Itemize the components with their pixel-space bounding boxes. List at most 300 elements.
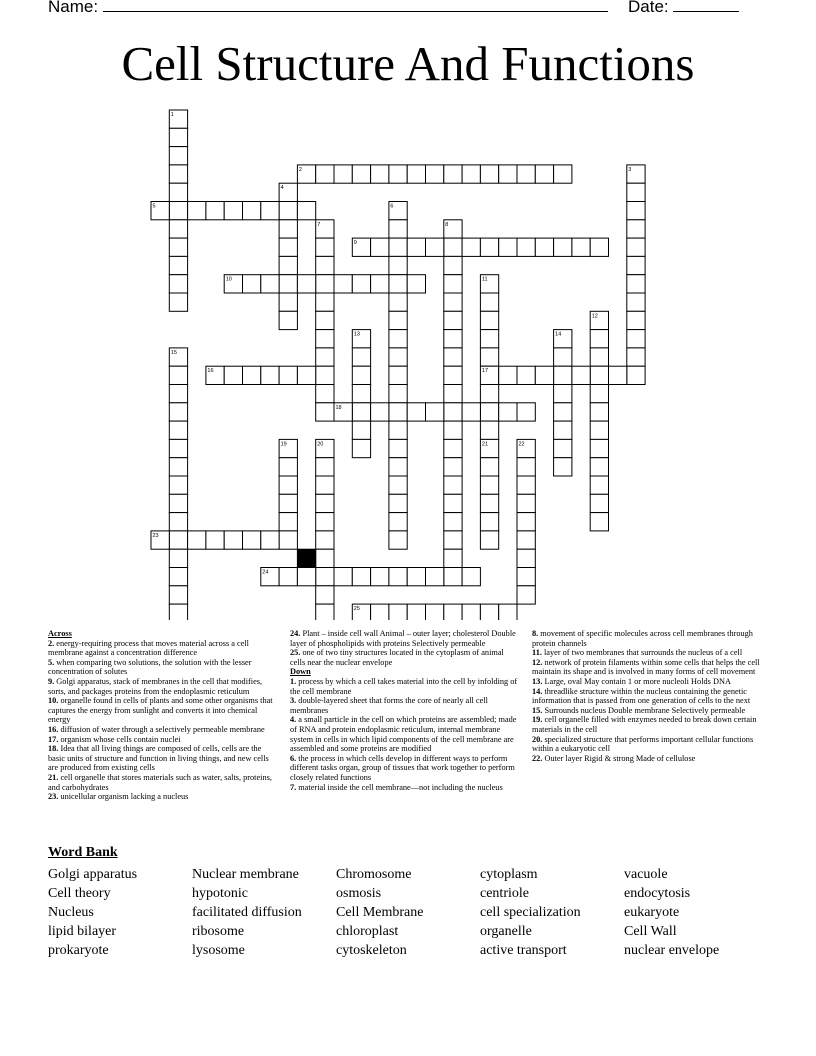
grid-cell[interactable]: [169, 220, 187, 238]
grid-cell[interactable]: [444, 513, 462, 531]
grid-cell[interactable]: [554, 348, 572, 366]
grid-cell[interactable]: [517, 513, 535, 531]
grid-cell[interactable]: [279, 238, 297, 256]
word-bank-item: ribosome: [192, 924, 245, 939]
grid-cell[interactable]: [627, 202, 645, 220]
clue: [532, 629, 764, 648]
grid-cell[interactable]: [334, 275, 352, 293]
grid-cell[interactable]: [426, 165, 444, 183]
grid-cell[interactable]: [169, 183, 187, 201]
word-bank-item: vacuole: [624, 867, 668, 882]
grid-cell[interactable]: [444, 348, 462, 366]
grid-cell[interactable]: [297, 202, 315, 220]
grid-cell[interactable]: [407, 403, 425, 421]
grid-cell[interactable]: [554, 238, 572, 256]
grid-cell[interactable]: [627, 238, 645, 256]
grid-cell[interactable]: [444, 330, 462, 348]
clue-text: when comparing two solutions, the solution with the lesser concentration of solutes: [48, 657, 252, 677]
clue: [48, 696, 278, 725]
grid-cell[interactable]: [444, 165, 462, 183]
grid-cell[interactable]: [169, 458, 187, 476]
clue-text: one of two tiny structures located in the cytoplasm of animal cells near the nuclear envelope: [290, 648, 504, 667]
grid-cell[interactable]: [389, 238, 407, 256]
clue: [48, 744, 278, 773]
grid-cell[interactable]: [426, 568, 444, 586]
grid-cell[interactable]: [590, 494, 608, 512]
grid-cell[interactable]: [352, 568, 370, 586]
grid-cell[interactable]: [590, 421, 608, 439]
grid-cell[interactable]: [590, 366, 608, 384]
grid-cell[interactable]: [279, 366, 297, 384]
grid-cell[interactable]: [279, 256, 297, 274]
clue: [48, 725, 278, 735]
grid-cell[interactable]: [389, 311, 407, 329]
grid-cell[interactable]: [462, 238, 480, 256]
grid-cell[interactable]: [480, 604, 498, 620]
clue: [290, 677, 520, 696]
grid-cell[interactable]: [389, 220, 407, 238]
clue-number: 24: [262, 569, 269, 576]
grid-cell[interactable]: [371, 403, 389, 421]
clue-num: 12.: [532, 657, 543, 667]
word-bank-item: Golgi apparatus: [48, 867, 138, 882]
grid-cell[interactable]: [426, 403, 444, 421]
grid-cell[interactable]: [188, 531, 206, 549]
grid-cell[interactable]: [444, 403, 462, 421]
grid-cell[interactable]: [316, 238, 334, 256]
clue-num: 13.: [532, 676, 543, 686]
grid-cell[interactable]: [297, 366, 315, 384]
clue-number: 22: [518, 441, 525, 448]
grid-cell[interactable]: [480, 293, 498, 311]
grid-cell[interactable]: [444, 385, 462, 403]
clue: [290, 783, 520, 793]
grid-cell[interactable]: [389, 366, 407, 384]
clue-number: 10: [225, 276, 232, 283]
clue-num: 25.: [290, 648, 301, 658]
grid-cell[interactable]: [389, 513, 407, 531]
grid-cell[interactable]: [169, 604, 187, 620]
grid-cell[interactable]: [407, 238, 425, 256]
grid-cell[interactable]: [480, 458, 498, 476]
grid-cell[interactable]: [352, 385, 370, 403]
grid-cell[interactable]: [590, 348, 608, 366]
grid-cell[interactable]: [169, 238, 187, 256]
grid-cell[interactable]: [224, 202, 242, 220]
grid-cell[interactable]: [279, 275, 297, 293]
grid-cell[interactable]: [316, 403, 334, 421]
grid-cell[interactable]: [517, 531, 535, 549]
grid-cell[interactable]: [169, 165, 187, 183]
clue-num: 18.: [48, 744, 59, 754]
grid-cell[interactable]: [316, 330, 334, 348]
clue-text: specialized structure that performs important cellular functions within a eukaryotic cell: [532, 734, 754, 754]
grid-cell[interactable]: [316, 458, 334, 476]
grid-cell[interactable]: [389, 604, 407, 620]
grid-cell[interactable]: [188, 202, 206, 220]
grid-cell[interactable]: [444, 311, 462, 329]
grid-cell[interactable]: [297, 568, 315, 586]
clue: [290, 648, 520, 667]
word-bank-item: nuclear envelope: [624, 943, 720, 958]
grid-cell[interactable]: [444, 238, 462, 256]
grid-cell[interactable]: [316, 256, 334, 274]
grid-cell[interactable]: [389, 568, 407, 586]
grid-cell[interactable]: [352, 348, 370, 366]
grid-cell[interactable]: [169, 549, 187, 567]
grid-cell[interactable]: [627, 366, 645, 384]
grid-cell[interactable]: [316, 165, 334, 183]
clue-text: Plant – inside cell wall Animal – outer layer; cholesterol Double layer of phospholipids with proteins Selectively permeable: [290, 629, 516, 648]
grid-cell[interactable]: [316, 293, 334, 311]
grid-cell[interactable]: [169, 385, 187, 403]
grid-cell[interactable]: [499, 366, 517, 384]
grid-cell[interactable]: [535, 165, 553, 183]
clue: [532, 754, 764, 764]
grid-cell[interactable]: [316, 568, 334, 586]
black-cell: [297, 549, 315, 567]
grid-cell[interactable]: [261, 202, 279, 220]
grid-cell[interactable]: [462, 165, 480, 183]
grid-cell[interactable]: [535, 366, 553, 384]
clue-num: 23.: [48, 792, 59, 802]
grid-cell[interactable]: [444, 275, 462, 293]
grid-cell[interactable]: [590, 439, 608, 457]
clue: [48, 735, 278, 745]
grid-cell[interactable]: [352, 165, 370, 183]
grid-cell[interactable]: [316, 531, 334, 549]
clue-num: 5.: [48, 657, 55, 667]
grid-cell[interactable]: [169, 494, 187, 512]
grid-cell[interactable]: [480, 403, 498, 421]
grid-cell[interactable]: [389, 348, 407, 366]
grid-cell[interactable]: [279, 202, 297, 220]
grid-cell[interactable]: [444, 568, 462, 586]
grid-cell[interactable]: [352, 403, 370, 421]
grid-cell[interactable]: [554, 421, 572, 439]
grid-cell[interactable]: [316, 311, 334, 329]
grid-cell[interactable]: [389, 385, 407, 403]
clue-num: 7.: [290, 782, 297, 792]
grid-cell[interactable]: [462, 604, 480, 620]
grid-cell[interactable]: [389, 421, 407, 439]
grid-cell[interactable]: [590, 403, 608, 421]
clue-num: 9.: [48, 676, 55, 686]
grid-cell[interactable]: [352, 439, 370, 457]
clue: [532, 735, 764, 754]
grid-cell[interactable]: [554, 458, 572, 476]
clue-number: 14: [555, 331, 562, 338]
grid-cell[interactable]: [169, 275, 187, 293]
grid-cell[interactable]: [316, 586, 334, 604]
grid-cell[interactable]: [480, 531, 498, 549]
grid-cell[interactable]: [499, 403, 517, 421]
grid-cell[interactable]: [517, 568, 535, 586]
grid-cell[interactable]: [590, 513, 608, 531]
grid-cell[interactable]: [389, 256, 407, 274]
grid-cell[interactable]: [444, 458, 462, 476]
clue-text: unicellular organism lacking a nucleus: [58, 792, 189, 802]
grid-cell[interactable]: [261, 531, 279, 549]
grid-cell[interactable]: [279, 458, 297, 476]
word-bank-column: [48, 865, 137, 960]
grid-cell[interactable]: [572, 238, 590, 256]
grid-cell[interactable]: [371, 165, 389, 183]
grid-cell[interactable]: [389, 330, 407, 348]
clue-num: 4.: [290, 715, 297, 725]
grid-cell[interactable]: [407, 568, 425, 586]
clues-column-2: [290, 629, 520, 792]
grid-cell[interactable]: [243, 366, 261, 384]
grid-cell[interactable]: [169, 147, 187, 165]
clue-text: the process in which cells develop in different ways to perform different tasks organ, group of tissues that work together to perform closely related functions: [290, 753, 515, 782]
grid-cell[interactable]: [169, 531, 187, 549]
grid-cell[interactable]: [334, 165, 352, 183]
grid-cell[interactable]: [444, 604, 462, 620]
clue-num: 22.: [532, 753, 543, 763]
grid-cell[interactable]: [627, 183, 645, 201]
grid-cell[interactable]: [389, 165, 407, 183]
grid-cell[interactable]: [517, 366, 535, 384]
grid-cell[interactable]: [627, 293, 645, 311]
grid-cell[interactable]: [517, 403, 535, 421]
grid-cell[interactable]: [480, 330, 498, 348]
word-bank-column: [624, 865, 719, 960]
grid-cell[interactable]: [590, 476, 608, 494]
grid-cell[interactable]: [444, 256, 462, 274]
grid-cell[interactable]: [444, 476, 462, 494]
clue: [48, 658, 278, 677]
grid-cell[interactable]: [224, 366, 242, 384]
grid-cell[interactable]: [352, 366, 370, 384]
grid-cell[interactable]: [279, 513, 297, 531]
grid-cell[interactable]: [169, 202, 187, 220]
word-bank-item: Cell theory: [48, 886, 111, 901]
grid-cell[interactable]: [480, 476, 498, 494]
grid-cell[interactable]: [590, 385, 608, 403]
grid-cell[interactable]: [169, 586, 187, 604]
clue-number: 25: [353, 606, 360, 613]
grid-cell[interactable]: [444, 549, 462, 567]
page-title: Cell Structure And Functions: [121, 36, 695, 91]
grid-cell[interactable]: [316, 494, 334, 512]
grid-cell[interactable]: [444, 531, 462, 549]
word-bank-item: organelle: [480, 924, 532, 939]
clue: [48, 792, 278, 802]
grid-cell[interactable]: [169, 568, 187, 586]
grid-cell[interactable]: [517, 165, 535, 183]
grid-cell[interactable]: [480, 513, 498, 531]
grid-cell[interactable]: [590, 238, 608, 256]
word-bank-item: facilitated diffusion: [192, 905, 302, 920]
word-bank-column: [192, 865, 302, 960]
grid-cell[interactable]: [316, 275, 334, 293]
grid-cell[interactable]: [169, 293, 187, 311]
grid-cell[interactable]: [535, 238, 553, 256]
grid-cell[interactable]: [444, 293, 462, 311]
grid-cell[interactable]: [261, 275, 279, 293]
grid-cell[interactable]: [407, 165, 425, 183]
grid-cell[interactable]: [480, 348, 498, 366]
grid-cell[interactable]: [279, 220, 297, 238]
grid-cell[interactable]: [261, 366, 279, 384]
grid-cell[interactable]: [389, 531, 407, 549]
clue-text: Large, oval May contain 1 or more nucleoli Holds DNA: [542, 676, 731, 686]
grid-cell[interactable]: [462, 403, 480, 421]
grid-cell[interactable]: [627, 330, 645, 348]
grid-cell[interactable]: [224, 531, 242, 549]
grid-cell[interactable]: [169, 366, 187, 384]
grid-cell[interactable]: [480, 494, 498, 512]
grid-cell[interactable]: [517, 549, 535, 567]
word-bank-item: endocytosis: [624, 886, 691, 901]
clue-number: 17: [481, 368, 489, 375]
grid-cell[interactable]: [169, 476, 187, 494]
grid-cell[interactable]: [517, 238, 535, 256]
grid-cell[interactable]: [590, 458, 608, 476]
word-bank-item: hypotonic: [192, 886, 248, 901]
grid-cell[interactable]: [389, 403, 407, 421]
grid-cell[interactable]: [480, 311, 498, 329]
word-bank-item: Cell Membrane: [336, 905, 424, 920]
grid-cell[interactable]: [426, 604, 444, 620]
grid-cell[interactable]: [371, 568, 389, 586]
grid-cell[interactable]: [371, 238, 389, 256]
clue-heading: Down: [290, 667, 311, 677]
grid-cell[interactable]: [169, 421, 187, 439]
grid-cell[interactable]: [279, 568, 297, 586]
grid-cell[interactable]: [426, 238, 444, 256]
grid-cell[interactable]: [279, 494, 297, 512]
clue-num: 19.: [532, 715, 543, 725]
clue: [532, 687, 764, 706]
grid-cell[interactable]: [316, 513, 334, 531]
grid-cell[interactable]: [609, 366, 627, 384]
clue-num: 24.: [290, 629, 301, 638]
grid-cell[interactable]: [627, 220, 645, 238]
grid-cell[interactable]: [517, 476, 535, 494]
grid-cell[interactable]: [572, 366, 590, 384]
grid-cell[interactable]: [334, 568, 352, 586]
grid-cell[interactable]: [627, 348, 645, 366]
grid-cell[interactable]: [316, 366, 334, 384]
grid-cell[interactable]: [554, 165, 572, 183]
grid-cell[interactable]: [627, 275, 645, 293]
grid-cell[interactable]: [554, 385, 572, 403]
grid-cell[interactable]: [444, 494, 462, 512]
grid-cell[interactable]: [389, 476, 407, 494]
grid-cell[interactable]: [352, 421, 370, 439]
grid-cell[interactable]: [243, 531, 261, 549]
grid-cell[interactable]: [316, 604, 334, 620]
clue-num: 3.: [290, 696, 297, 706]
grid-cell[interactable]: [480, 165, 498, 183]
grid-cell[interactable]: [279, 476, 297, 494]
grid-cell[interactable]: [206, 531, 224, 549]
grid-cell[interactable]: [590, 330, 608, 348]
grid-cell[interactable]: [407, 604, 425, 620]
grid-cell[interactable]: [169, 128, 187, 146]
grid-cell[interactable]: [389, 293, 407, 311]
grid-cell[interactable]: [499, 238, 517, 256]
clue-number: 11: [481, 276, 488, 283]
clue-text: Golgi apparatus, stack of membranes in the cell that modifies, sorts, and packages proteins from the endoplasmic reticulum: [48, 676, 263, 696]
grid-cell[interactable]: [554, 439, 572, 457]
grid-cell[interactable]: [389, 458, 407, 476]
grid-cell[interactable]: [279, 531, 297, 549]
grid-cell[interactable]: [444, 366, 462, 384]
grid-cell[interactable]: [554, 403, 572, 421]
grid-cell[interactable]: [389, 494, 407, 512]
grid-cell[interactable]: [371, 604, 389, 620]
grid-cell[interactable]: [169, 513, 187, 531]
clue-number: 1: [170, 112, 174, 118]
word-bank-item: cytoskeleton: [336, 943, 407, 958]
clues-column-3: [532, 629, 764, 763]
grid-cell[interactable]: [243, 275, 261, 293]
grid-cell[interactable]: [279, 311, 297, 329]
clue: [290, 629, 520, 648]
word-bank-item: cytoplasm: [480, 867, 538, 882]
grid-cell[interactable]: [243, 202, 261, 220]
grid-cell[interactable]: [627, 311, 645, 329]
clue-num: 15.: [532, 705, 543, 715]
grid-cell[interactable]: [389, 275, 407, 293]
clue-num: 10.: [48, 696, 59, 706]
clue-text: cell organelle filled with enzymes needed to break down certain materials in the cell: [532, 715, 757, 734]
clue-text: cell organelle that stores materials such as water, salts, proteins, and carbohydrates: [48, 772, 272, 792]
clue-text: Idea that all living things are composed of cells, cells are the basic units of structure and function in living things, and new cells are produced from existing cells: [48, 744, 269, 773]
grid-cell[interactable]: [517, 458, 535, 476]
grid-cell[interactable]: [316, 549, 334, 567]
word-bank-item: chloroplast: [336, 924, 399, 939]
grid-cell[interactable]: [480, 421, 498, 439]
grid-cell[interactable]: [499, 604, 517, 620]
grid-cell[interactable]: [169, 439, 187, 457]
grid-cell[interactable]: [407, 275, 425, 293]
clue: [532, 706, 764, 716]
grid-cell[interactable]: [517, 586, 535, 604]
grid-cell[interactable]: [627, 256, 645, 274]
grid-cell[interactable]: [169, 403, 187, 421]
grid-cell[interactable]: [554, 366, 572, 384]
grid-cell[interactable]: [169, 256, 187, 274]
grid-cell[interactable]: [389, 439, 407, 457]
grid-cell[interactable]: [444, 439, 462, 457]
grid-cell[interactable]: [480, 385, 498, 403]
grid-cell[interactable]: [206, 202, 224, 220]
grid-cell[interactable]: [444, 421, 462, 439]
clue-num: 21.: [48, 772, 59, 782]
grid-cell[interactable]: [316, 476, 334, 494]
grid-cell[interactable]: [517, 494, 535, 512]
grid-cell[interactable]: [279, 293, 297, 311]
grid-cell[interactable]: [371, 275, 389, 293]
clue-text: material inside the cell membrane—not including the nucleus: [296, 782, 503, 792]
grid-cell[interactable]: [480, 238, 498, 256]
clue-number: 5: [152, 203, 156, 210]
grid-cell[interactable]: [316, 348, 334, 366]
word-bank-item: active transport: [480, 943, 567, 958]
grid-cell[interactable]: [316, 385, 334, 403]
grid-cell[interactable]: [352, 275, 370, 293]
grid-cell[interactable]: [499, 165, 517, 183]
word-bank-column: [336, 865, 423, 960]
grid-cell[interactable]: [297, 275, 315, 293]
clue-num: 16.: [48, 724, 59, 734]
grid-cell[interactable]: [462, 568, 480, 586]
clue-text: layer of two membranes that surrounds the nucleus of a cell: [541, 648, 743, 658]
